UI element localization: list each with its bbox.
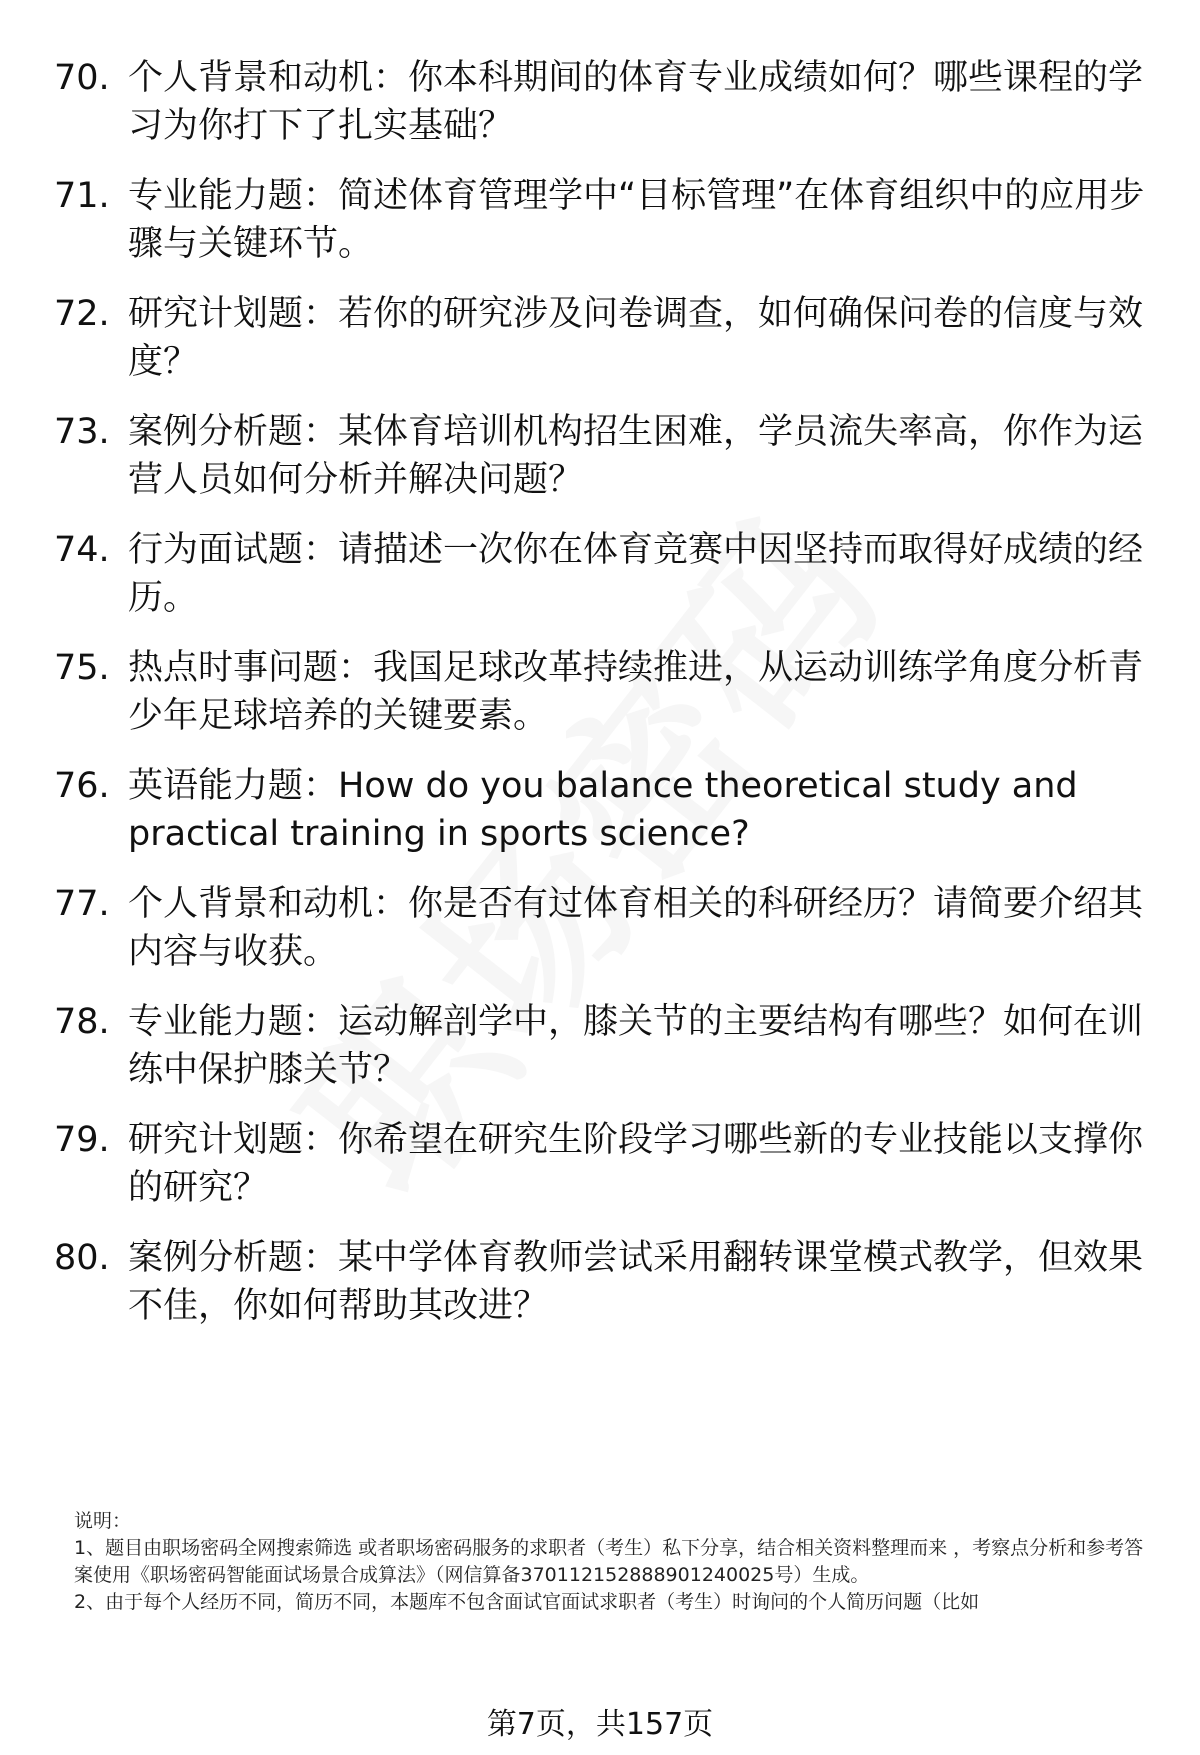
notes-section (74, 1508, 1154, 1616)
question-item (54, 762, 1150, 862)
question-number: 72. (54, 294, 110, 334)
question-item (54, 408, 1150, 508)
page-number: 第7页，共157页 (486, 1707, 714, 1742)
question-item (54, 880, 1150, 980)
notes-item: 2、由于每个人经历不同，简历不同，本题库不包含面试官面试求职者（考生）时询问的个人简历问题（比如 (74, 1591, 980, 1613)
question-item (54, 644, 1150, 744)
question-number: 73. (54, 412, 110, 452)
notes-item: 1、题目由职场密码全网搜索筛选 或者职场密码服务的求职者（考生）私下分享，结合相关资料整理而来 ，考察点分析和参考答案使用《职场密码智能面试场景合成算法》（网信算备370112152888901240025号）生成。 (74, 1537, 1144, 1586)
question-item (54, 172, 1150, 272)
question-text: 英语能力题：How do you balance theoretical study and practical training in sports science? (128, 766, 1078, 854)
question-item (54, 1116, 1150, 1216)
question-number: 79. (54, 1120, 110, 1160)
question-text: 个人背景和动机：你本科期间的体育专业成绩如何？哪些课程的学习为你打下了扎实基础？ (128, 58, 1144, 146)
question-item (54, 290, 1150, 390)
question-item (54, 54, 1150, 154)
question-item (54, 998, 1150, 1098)
question-text: 研究计划题：你希望在研究生阶段学习哪些新的专业技能以支撑你的研究？ (128, 1120, 1144, 1208)
question-number: 80. (54, 1238, 110, 1278)
question-text: 热点时事问题：我国足球改革持续推进，从运动训练学角度分析青少年足球培养的关键要素。 (128, 648, 1144, 736)
question-number: 71. (54, 176, 110, 216)
question-text: 专业能力题：运动解剖学中，膝关节的主要结构有哪些？如何在训练中保护膝关节？ (128, 1002, 1144, 1090)
question-item (54, 1234, 1150, 1334)
question-text: 行为面试题：请描述一次你在体育竞赛中因坚持而取得好成绩的经历。 (128, 530, 1144, 618)
question-number: 70. (54, 58, 110, 98)
question-number: 76. (54, 766, 110, 806)
notes-heading: 说明： (74, 1510, 132, 1532)
question-text: 案例分析题：某中学体育教师尝试采用翻转课堂模式教学，但效果不佳，你如何帮助其改进？ (128, 1238, 1144, 1326)
question-item (54, 526, 1150, 626)
question-text: 案例分析题：某体育培训机构招生困难，学员流失率高，你作为运营人员如何分析并解决问题？ (128, 412, 1144, 500)
question-text: 个人背景和动机：你是否有过体育相关的科研经历？请简要介绍其内容与收获。 (128, 884, 1144, 972)
question-number: 75. (54, 648, 110, 688)
question-number: 74. (54, 530, 110, 570)
question-text: 研究计划题：若你的研究涉及问卷调查，如何确保问卷的信度与效度？ (128, 294, 1144, 382)
question-number: 78. (54, 1002, 110, 1042)
question-number: 77. (54, 884, 110, 924)
question-text: 专业能力题：简述体育管理学中“目标管理”在体育组织中的应用步骤与关键环节。 (128, 176, 1145, 264)
